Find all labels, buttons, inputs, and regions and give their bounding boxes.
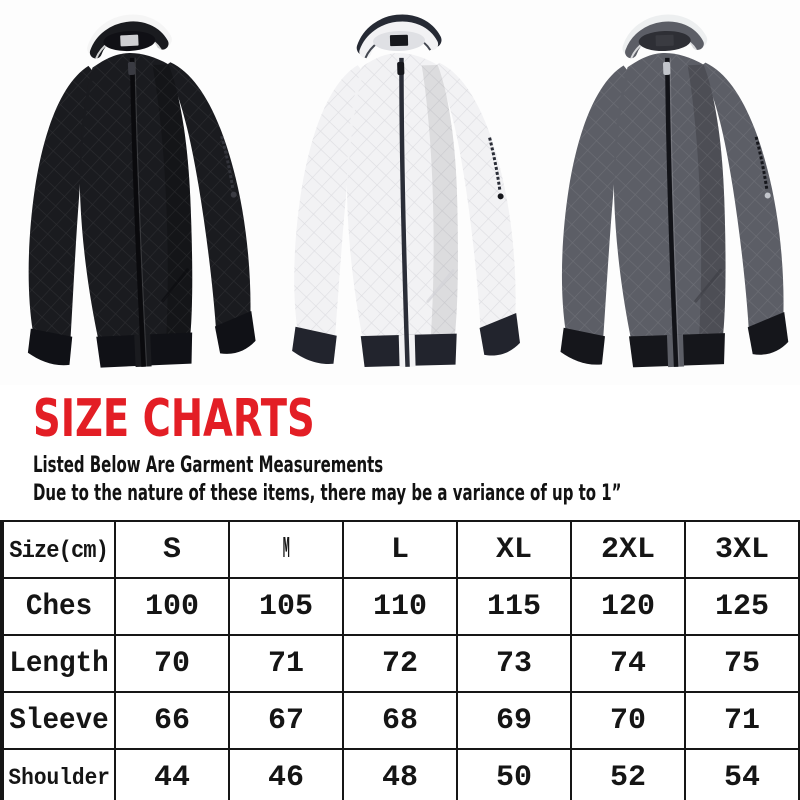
row-label-sleeve: Sleeve (2, 692, 115, 749)
jacket-photo-black (0, 0, 267, 385)
size-unit-header: Size(cm) (2, 521, 115, 578)
size-value-cell: 48 (343, 749, 457, 800)
size-value-cell: 66 (115, 692, 229, 749)
size-value-cell: 71 (685, 692, 799, 749)
size-col-2xl: 2XL (571, 521, 685, 578)
size-value-cell: 70 (115, 635, 229, 692)
white-jacket-illustration (267, 0, 534, 385)
size-col-m: M (229, 521, 343, 578)
jacket-photo-white (267, 0, 534, 385)
size-col-3xl: 3XL (685, 521, 799, 578)
size-col-s: S (115, 521, 229, 578)
zipper-pull (663, 62, 670, 75)
gray-jacket-illustration (533, 0, 800, 385)
collar-brand-label (120, 35, 138, 47)
row-label-length: Length (2, 635, 115, 692)
size-value-cell: 105 (229, 578, 343, 635)
size-value-cell: 54 (685, 749, 799, 800)
table-row-length (2, 635, 799, 692)
table-row-chest (2, 578, 799, 635)
size-value-cell: 125 (685, 578, 799, 635)
note-garment-measurements: Listed Below Are Garment Measurements (33, 453, 384, 478)
note-variance: Due to the nature of these items, there may be a variance of up to 1” (33, 481, 622, 506)
row-label-chest: Ches (2, 578, 115, 635)
jacket-photo-gray (533, 0, 800, 385)
table-row-shoulder (2, 749, 799, 800)
size-value-cell: 115 (457, 578, 571, 635)
size-value-cell: 74 (571, 635, 685, 692)
size-chart-table (0, 520, 800, 800)
size-value-cell: 70 (571, 692, 685, 749)
zipper-pull (128, 62, 136, 75)
size-value-cell: 50 (457, 749, 571, 800)
jacket-gray (549, 18, 789, 371)
size-value-cell: 100 (115, 578, 229, 635)
collar-brand-label (390, 35, 408, 46)
product-photos-row (0, 0, 800, 385)
size-value-cell: 120 (571, 578, 685, 635)
size-value-cell: 46 (229, 749, 343, 800)
size-chart-section (0, 385, 800, 508)
size-value-cell: 72 (343, 635, 457, 692)
size-header-row (2, 521, 799, 578)
size-value-cell: 67 (229, 692, 343, 749)
size-col-xl: XL (457, 521, 571, 578)
zipper-pull (397, 62, 404, 75)
size-col-l: L (343, 521, 457, 578)
jacket-white (284, 19, 521, 370)
size-value-cell: 73 (457, 635, 571, 692)
size-value-cell: 44 (115, 749, 229, 800)
size-charts-title: SIZE CHARTS (33, 389, 315, 449)
collar-brand-label (655, 35, 673, 47)
size-value-cell: 52 (571, 749, 685, 800)
size-value-cell: 69 (457, 692, 571, 749)
black-jacket-illustration (0, 0, 267, 385)
size-value-cell: 68 (343, 692, 457, 749)
table-row-sleeve (2, 692, 799, 749)
size-value-cell: 75 (685, 635, 799, 692)
row-label-shoulder: Shoulder (2, 749, 115, 800)
jacket-black (14, 17, 257, 372)
size-value-cell: 110 (343, 578, 457, 635)
size-value-cell: 71 (229, 635, 343, 692)
